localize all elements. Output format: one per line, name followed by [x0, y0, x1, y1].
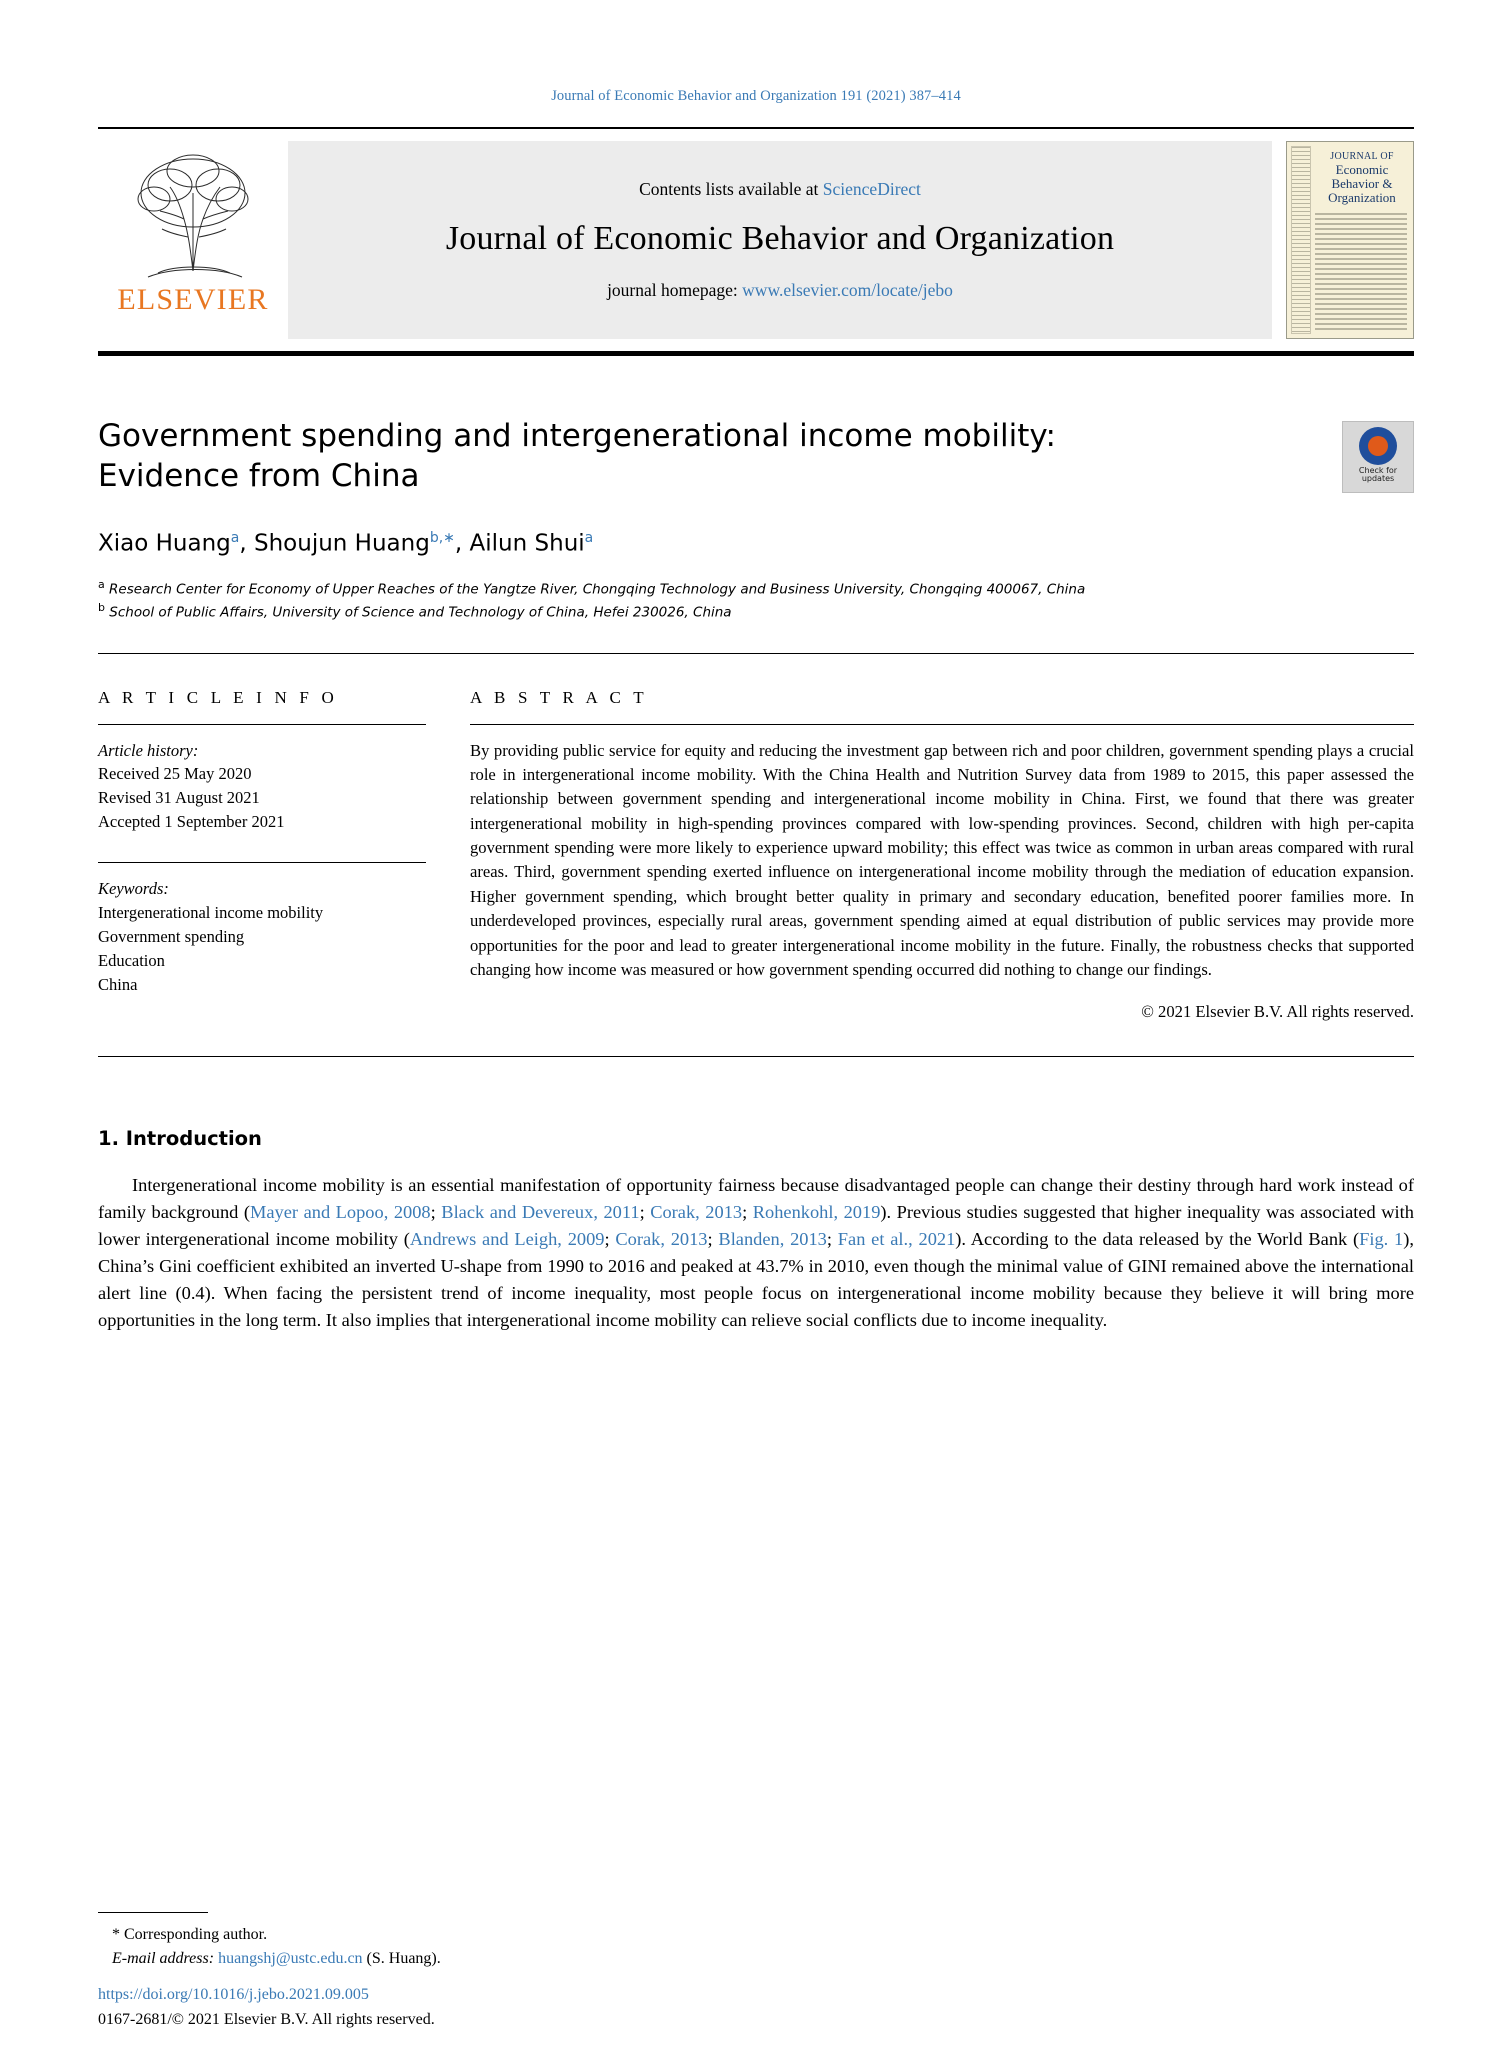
citation-link[interactable]: Black and Devereux, 2011 — [441, 1202, 640, 1223]
cover-side-column — [1291, 146, 1311, 334]
doi-link[interactable]: https://doi.org/10.1016/j.jebo.2021.09.005 — [98, 1986, 369, 2004]
citation-link[interactable]: Blanden, 2013 — [718, 1229, 827, 1250]
author-affil-mark[interactable]: a — [584, 530, 594, 547]
email-owner: (S. Huang). — [366, 1950, 441, 1967]
citation-link[interactable]: Fan et al., 2021 — [837, 1229, 956, 1250]
affiliation-list — [98, 577, 1248, 623]
author-list: Xiao Huang$^a$, Shoujun Huang$^{b,∗}$, Ailun Shui$^a$ — [98, 530, 594, 557]
history-item: Received 25 May 2020 — [98, 764, 252, 784]
intro-paragraph-1: Intergenerational income mobility is an essential manifestation of opportunity fairness because disadvantaged people can change their destiny through hard work instead of family background (Mayer and Lopoo, 2008; Black and Devereux, 2011; Corak, 2013; Rohenkohl, 2019). Previous studies suggested that higher inequality was associated with lower intergenerational income mobility (Andrews and Leigh, 2009; Corak, 2013; Blanden, 2013; Fan et al., 2021). According to the data released by the World Bank (Fig. 1), China’s Gini coefficient exhibited an inverted U-shape from 1990 to 2016 and peaked at 43.7% in 2010, even though the minimal value of GINI remained above the international alert line (0.4). When facing the persistent trend of income inequality, most people focus on intergenerational income mobility because they believe it will bring more opportunities in the long term. It also implies that intergenerational income mobility can relieve social conflicts due to income inequality. — [98, 1175, 1414, 1330]
author-name: Shoujun Huang — [254, 531, 430, 557]
running-head: Journal of Economic Behavior and Organization 191 (2021) 387–414 — [551, 88, 961, 104]
title-block — [98, 417, 1414, 623]
affiliation-a — [98, 577, 1248, 600]
keyword-item: Intergenerational income mobility — [98, 903, 324, 923]
journal-title: Journal of Economic Behavior and Organization — [445, 220, 1115, 257]
author-name: Xiao Huang — [98, 531, 231, 557]
masthead-center — [288, 141, 1272, 339]
keyword-item: China — [98, 974, 138, 994]
footnotes — [98, 1912, 1414, 1971]
section-heading-introduction: 1. Introduction — [98, 1127, 262, 1151]
email-link[interactable]: huangshj@ustc.edu.cn — [218, 1950, 363, 1967]
masthead-bottom-rule — [98, 351, 1414, 356]
journal-masthead — [98, 127, 1414, 351]
crossmark-label: Check for updates — [1358, 466, 1398, 484]
author-affil-mark[interactable]: b,∗ — [429, 530, 455, 547]
elsevier-logo — [98, 129, 288, 351]
sciencedirect-link[interactable]: ScienceDirect — [822, 179, 921, 199]
footnote-email — [98, 1947, 1414, 1971]
info-abstract-row — [98, 653, 1414, 1023]
affiliation-b — [98, 600, 1248, 623]
abstract-copyright: © 2021 Elsevier B.V. All rights reserved. — [1141, 1002, 1414, 1022]
elsevier-wordmark: ELSEVIER — [117, 283, 269, 316]
homepage-line — [607, 280, 953, 301]
elsevier-tree-icon — [118, 141, 268, 281]
keywords-block — [98, 862, 426, 997]
citation-link[interactable]: Fig. 1 — [1359, 1229, 1404, 1250]
history-item: Revised 31 August 2021 — [98, 788, 260, 808]
author-name: Ailun Shui — [469, 531, 585, 557]
article-info-column — [98, 688, 470, 1023]
citation-link[interactable]: Andrews and Leigh, 2009 — [409, 1229, 605, 1250]
abstract-column — [470, 688, 1414, 1023]
contents-line — [639, 179, 921, 200]
journal-cover-thumbnail[interactable] — [1286, 141, 1414, 339]
crossmark-icon — [1359, 427, 1397, 465]
email-label: E-mail address: — [112, 1950, 215, 1967]
crossmark-badge[interactable] — [1342, 421, 1414, 493]
article-history — [98, 739, 426, 835]
abstract-rule — [470, 724, 1414, 725]
doi-block — [98, 1983, 435, 2033]
affiliation-mark-b: b — [98, 600, 105, 614]
keywords-label: Keywords: — [98, 879, 169, 899]
cover-text-lines — [1315, 213, 1407, 330]
citation-link[interactable]: Mayer and Lopoo, 2008 — [250, 1202, 431, 1223]
keyword-item: Government spending — [98, 927, 245, 947]
footnote-corresponding: * Corresponding author. — [112, 1926, 268, 1943]
journal-homepage-link[interactable]: www.elsevier.com/locate/jebo — [742, 280, 953, 300]
affiliation-mark-a: a — [98, 578, 105, 591]
author-affil-mark[interactable]: a — [230, 530, 240, 547]
keyword-item: Education — [98, 950, 165, 970]
affiliation-text: School of Public Affairs, University of Science and Technology of China, Hefei 230026, China — [109, 604, 732, 621]
issn-copyright-line: 0167-2681/© 2021 Elsevier B.V. All rights reserved. — [98, 2011, 435, 2029]
citation-link[interactable]: Rohenkohl, 2019 — [752, 1202, 881, 1223]
abstract-bottom-rule — [98, 1056, 1414, 1057]
contents-prefix: Contents lists available at — [639, 179, 823, 199]
history-label: Article history: — [98, 740, 199, 760]
cover-line-1: JOURNAL OF — [1330, 151, 1394, 162]
footnote-rule — [98, 1912, 208, 1913]
affiliation-text: Research Center for Economy of Upper Reaches of the Yangtze River, Chongqing Technology and Business University, Chongqing 400067, China — [109, 581, 1086, 598]
cover-line-4: Organization — [1328, 189, 1396, 205]
page-title: Government spending and intergenerational income mobility: Evidence from China — [98, 418, 1056, 494]
article-info-heading: A R T I C L E I N F O — [98, 687, 338, 707]
cover-line-3: Behavior & — [1331, 175, 1393, 191]
keywords-rule — [98, 862, 426, 863]
citation-link[interactable]: Corak, 2013 — [650, 1202, 743, 1223]
cover-line-2: Economic — [1335, 161, 1389, 177]
abstract-heading: A B S T R A C T — [470, 687, 648, 707]
homepage-prefix: journal homepage: — [607, 280, 743, 300]
info-rule — [98, 724, 426, 725]
citation-link[interactable]: Corak, 2013 — [615, 1229, 708, 1250]
abstract-text: By providing public service for equity and reducing the investment gap between rich and poor children, government spending plays a crucial role in intergenerational income mobility. With the China Health and Nutrition Survey data from 1989 to 2015, this paper assessed the relationship between government spending and intergenerational income mobility in China. First, we found that there was greater intergenerational mobility in high-spending provinces compared with low-spending provinces. Second, children with high per-capita government spending were more likely to experience upward mobility; this effect was twice as common in urban areas compared with rural areas. Third, government spending exerted influence on intergenerational income mobility through the mediation of education expansion. Higher government spending, which brought better quality in primary and secondary education, benefited poorer families more. In underdeveloped provinces, especially rural areas, government spending aimed at equal distribution of public services may provide more opportunities for the poor and lead to greater intergenerational income mobility in the future. Finally, the robustness checks that supported changing how income was measured or how government spending occurred did nothing to change our findings. — [470, 740, 1414, 980]
history-item: Accepted 1 September 2021 — [98, 812, 285, 832]
